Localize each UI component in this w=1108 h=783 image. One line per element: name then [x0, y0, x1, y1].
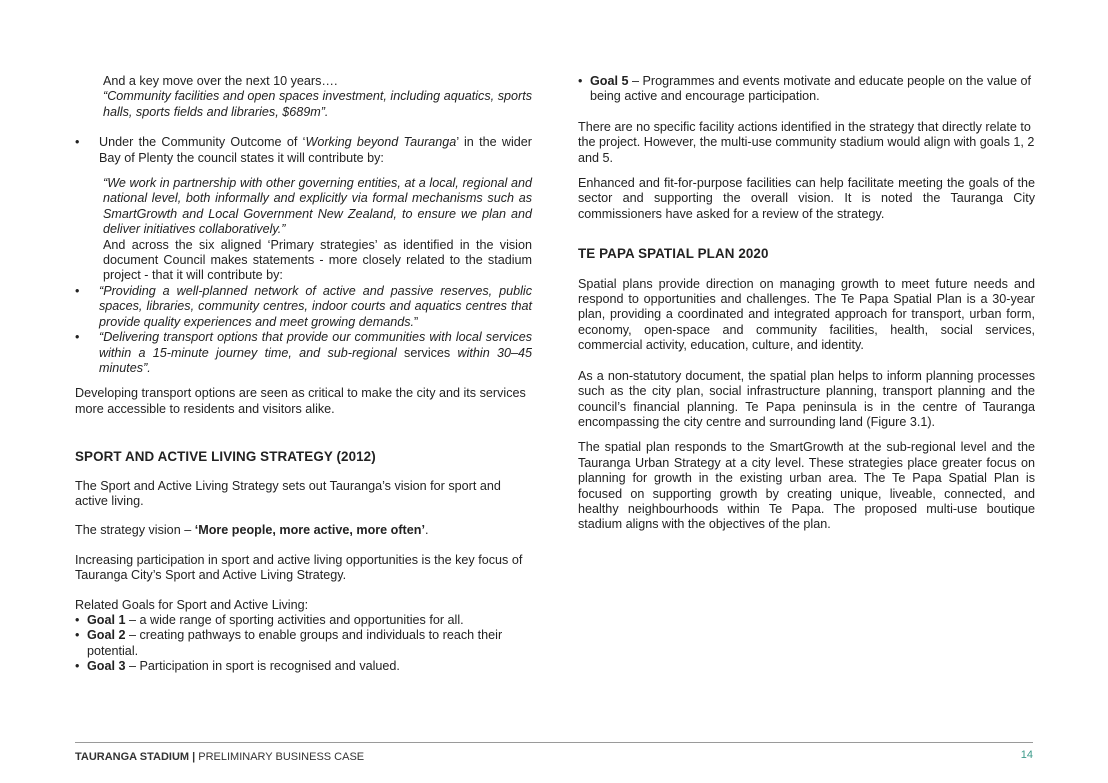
- across-text: And across the six aligned ‘Primary strategies’ as identified in the vision document Council makes statements - more closely related to the stadium project - that it will contribute by:: [103, 237, 532, 283]
- goals-intro: Related Goals for Sport and Active Living:: [75, 597, 309, 612]
- no-actions-paragraph: There are no specific facility actions identified in the strategy that directly relate to the project. However, the multi-use community stadium would align with goals 1, 2 and 5.: [578, 119, 1035, 165]
- goal-text: – creating pathways to enable groups and individuals to reach their potential.: [87, 628, 503, 658]
- bullet-b-end: ”: [414, 314, 419, 329]
- intro-line: And a key move over the next 10 years….: [103, 74, 338, 88]
- intro-quote: “Community facilities and open spaces investment, including aquatics, sports halls, sports fields and libraries, $689m”.: [103, 89, 532, 119]
- goal-5-label: Goal 5: [590, 74, 629, 88]
- bullet-providing: [75, 284, 532, 330]
- bullet-community-outcome: [75, 135, 532, 166]
- heading-te-papa: TE PAPA SPATIAL PLAN 2020: [578, 246, 769, 262]
- left-column: [75, 74, 532, 675]
- goal-item: [75, 613, 532, 628]
- vision-pre: The strategy vision –: [75, 523, 195, 538]
- transport-paragraph: Developing transport options are seen as critical to make the city and its services more accessible to residents and visitors alike.: [75, 386, 526, 416]
- goal-5-text: – Programmes and events motivate and educate people on the value of being active and encourage participation.: [590, 74, 1032, 104]
- bullet-c-em2: within 30–45 minutes”.: [99, 345, 532, 375]
- footer-project: TAURANGA STADIUM: [75, 751, 190, 763]
- spatial-paragraph: Spatial plans provide direction on managing growth to meet future needs and respond to opportunities and challenges. The Te Papa Spatial Plan is a 30-year plan, providing a coordinated and integrated approach for transport, urban form, economy, open-space and community facilities, health, social services, commercial activity, education, culture, and identity.: [578, 276, 1035, 353]
- vision-bold: ‘More people, more active, more often’: [194, 523, 425, 538]
- enhanced-paragraph: Enhanced and fit-for-purpose facilities can help facilitate meeting the goals of the sector and supporting the overall vision. It is noted the Tauranga City commissioners have asked for a review of the strategy.: [578, 176, 1035, 221]
- sport-paragraph: The Sport and Active Living Strategy sets out Tauranga’s vision for sport and active living.: [75, 478, 501, 508]
- non-statutory-paragraph: As a non-statutory document, the spatial plan helps to inform planning processes such as the city plan, social infrastructure planning, transport planning and the council’s financial planning. Te Papa peninsula is in the centre of Tauranga encompassing the city centre and surrounding land (Figure 3.1).: [578, 368, 1035, 429]
- bullet-a-em: Working beyond Tauranga: [305, 135, 457, 150]
- quote-partnership: “We work in partnership with other governing entities, at a local, regional and national level, both informally and explicitly via formal mechanisms such as SmartGrowth and Local Government New Zealand, to ensure we plan and deliver initiatives collaboratively.”: [103, 176, 532, 237]
- bullet-c-em: “Delivering transport options that provide our communities with local services within a 15-minute journey time, and sub-regional: [99, 330, 532, 360]
- bullet-a-pre: Under the Community Outcome of ‘: [99, 135, 306, 150]
- goal-item: [75, 628, 532, 659]
- page-footer: [75, 742, 1033, 763]
- vision-post: .: [424, 523, 429, 538]
- goal-item: [75, 659, 532, 674]
- goal-label: Goal 3: [87, 659, 126, 674]
- footer-separator: |: [189, 751, 199, 763]
- heading-sport-active-living: SPORT AND ACTIVE LIVING STRATEGY (2012): [75, 449, 376, 465]
- bullet-delivering: [75, 330, 532, 376]
- responds-paragraph: The spatial plan responds to the SmartGrowth at the sub-regional level and the Tauranga Urban Strategy at a city level. These strategies place greater focus on planning for growth in the existing urban area. The Te Papa Spatial Plan is focused on supporting growth by creating unique, liveable, connected, and healthy neighbourhoods within Te Papa. The proposed multi-use boutique stadium aligns with the objectives of the plan.: [578, 440, 1035, 532]
- participation-paragraph: Increasing participation in sport and active living opportunities is the key focus of Tauranga City’s Sport and Active Living Strategy.: [75, 552, 523, 583]
- goal-5-item: [578, 74, 1035, 105]
- goal-text: – a wide range of sporting activities and opportunities for all.: [125, 612, 464, 627]
- right-column: [578, 74, 1035, 533]
- footer-doc-type: PRELIMINARY BUSINESS CASE: [198, 751, 365, 763]
- bullet-c-mid: services: [396, 345, 458, 360]
- strategy-vision: [75, 523, 532, 538]
- goal-text: – Participation in sport is recognised and valued.: [125, 659, 400, 674]
- footer-title: [75, 750, 364, 765]
- goal-label: Goal 2: [87, 628, 126, 643]
- goal-label: Goal 1: [87, 612, 126, 627]
- page-number: 14: [1020, 749, 1033, 761]
- bullet-b-em: “Providing a well-planned network of active and passive reserves, public spaces, libraries, community centres, indoor courts and aquatics centres that provide quality experiences and meet growing demands.: [99, 283, 532, 329]
- bullet-a-post: ’ in the wider Bay of Plenty the council states it will contribute by:: [99, 135, 532, 165]
